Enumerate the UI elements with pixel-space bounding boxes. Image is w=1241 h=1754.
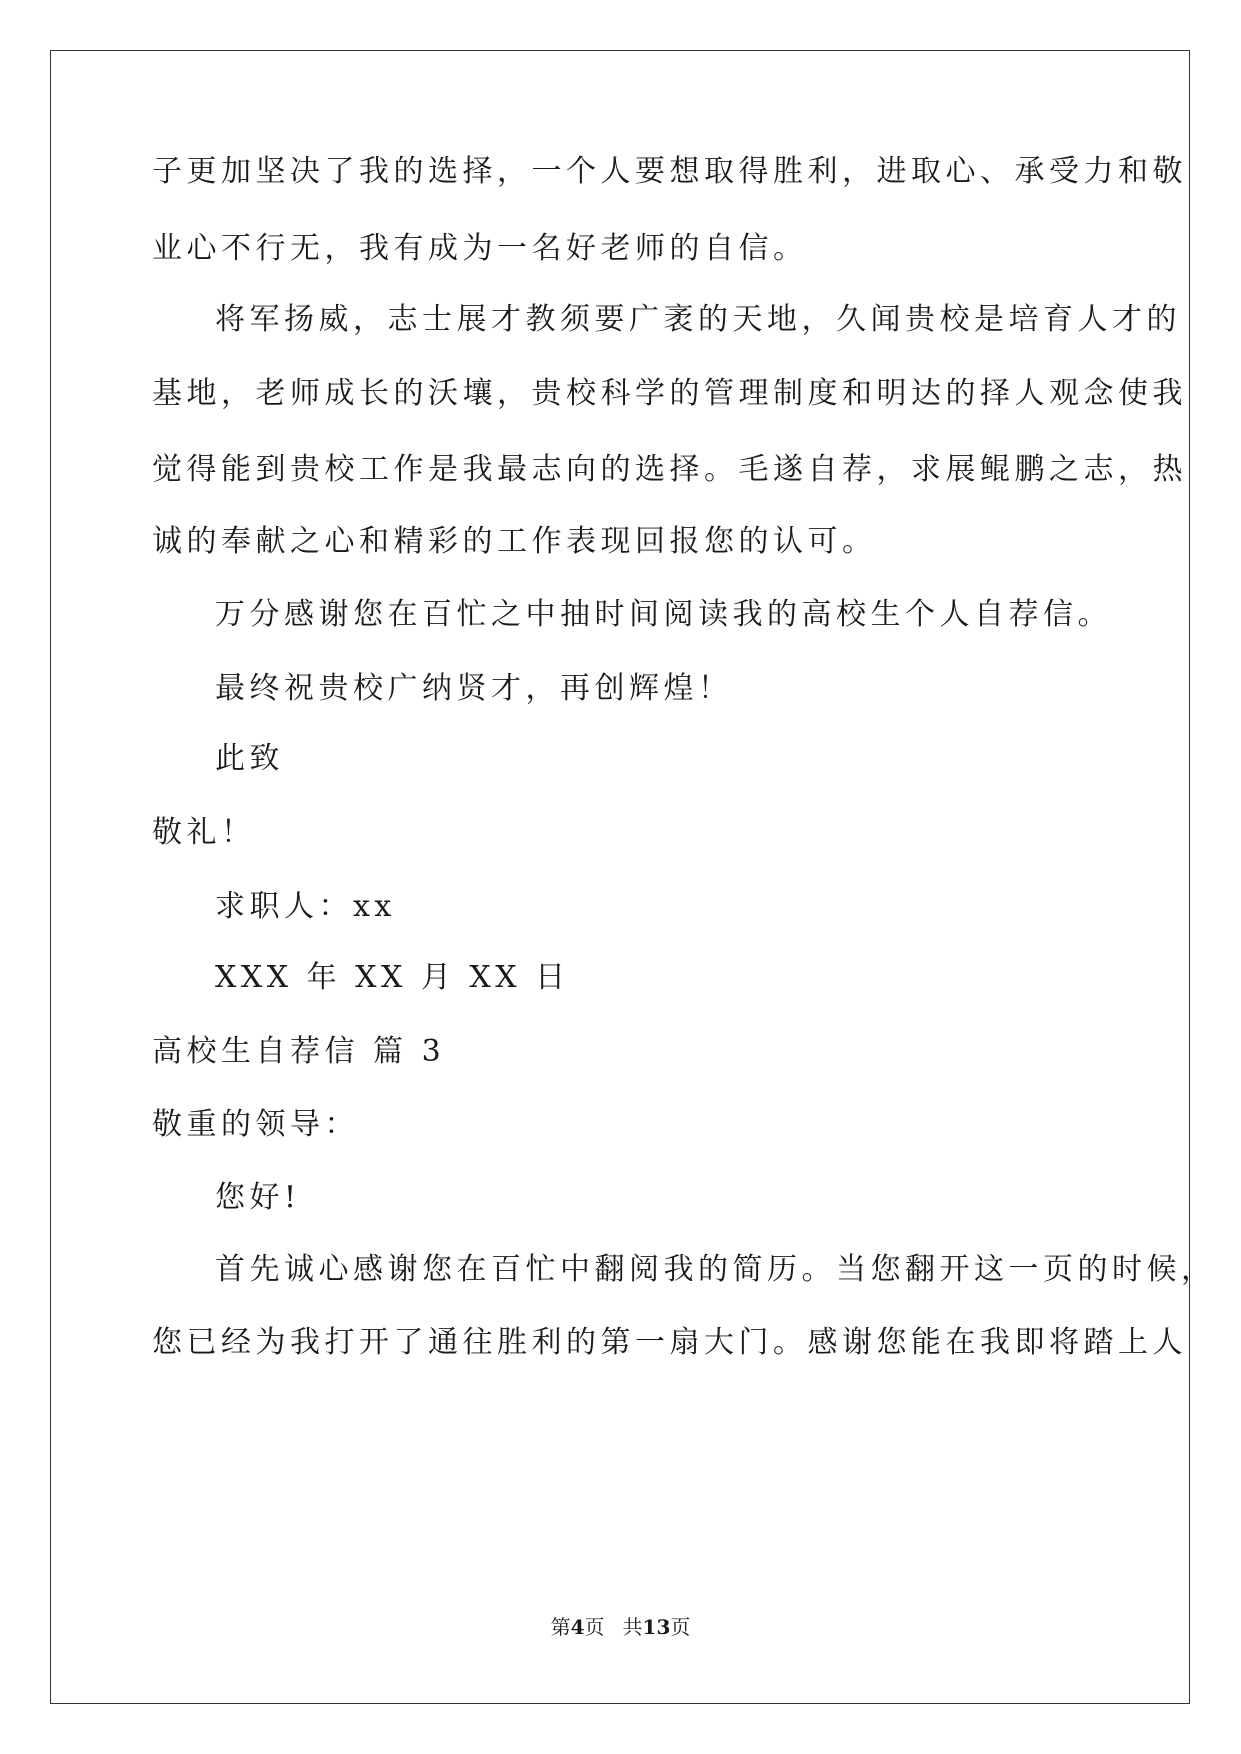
page-border bbox=[50, 50, 1190, 1704]
paragraph-line: 业心不行无，我有成为一名好老师的自信。 bbox=[152, 231, 808, 266]
signature-applicant: 求职人：xx bbox=[215, 889, 396, 924]
paragraph-line: 万分感谢您在百忙之中抽时间阅读我的高校生个人自荐信。 bbox=[215, 597, 1112, 632]
greeting-recipient: 敬重的领导： bbox=[152, 1107, 359, 1142]
closing-salutation: 此致 bbox=[215, 741, 284, 776]
paragraph-line: 最终祝贵校广纳贤才，再创辉煌！ bbox=[215, 671, 733, 706]
section-heading: 高校生自荐信 篇 3 bbox=[152, 1034, 446, 1069]
paragraph-line: 首先诚心感谢您在百忙中翻阅我的简历。当您翻开这一页的时候， bbox=[215, 1252, 1216, 1287]
footer-total-pages: 13 bbox=[642, 1615, 671, 1639]
paragraph-line: 觉得能到贵校工作是我最志向的选择。毛遂自荐，求展鲲鹏之志，热 bbox=[152, 452, 1187, 487]
footer-current-page: 4 bbox=[570, 1615, 585, 1639]
paragraph-line: 诚的奉献之心和精彩的工作表现回报您的认可。 bbox=[152, 524, 877, 559]
greeting-hello: 您好! bbox=[215, 1180, 301, 1215]
closing-regards: 敬礼！ bbox=[152, 815, 256, 850]
page-footer bbox=[0, 1614, 1241, 1640]
paragraph-line: 您已经为我打开了通往胜利的第一扇大门。感谢您能在我即将踏上人 bbox=[152, 1325, 1187, 1360]
paragraph-line: 基地，老师成长的沃壤，贵校科学的管理制度和明达的择人观念使我 bbox=[152, 376, 1187, 411]
paragraph-line: 子更加坚决了我的选择，一个人要想取得胜利，进取心、承受力和敬 bbox=[152, 154, 1187, 189]
footer-total-suffix: 页 bbox=[670, 1615, 691, 1639]
footer-page-suffix: 页 bbox=[584, 1615, 605, 1639]
signature-date: XXX 年 XX 月 XX 日 bbox=[215, 960, 570, 995]
footer-total-prefix: 共 bbox=[622, 1615, 643, 1639]
footer-page-prefix: 第 bbox=[550, 1615, 571, 1639]
paragraph-line: 将军扬威，志士展才教须要广袤的天地，久闻贵校是培育人才的 bbox=[215, 302, 1181, 337]
